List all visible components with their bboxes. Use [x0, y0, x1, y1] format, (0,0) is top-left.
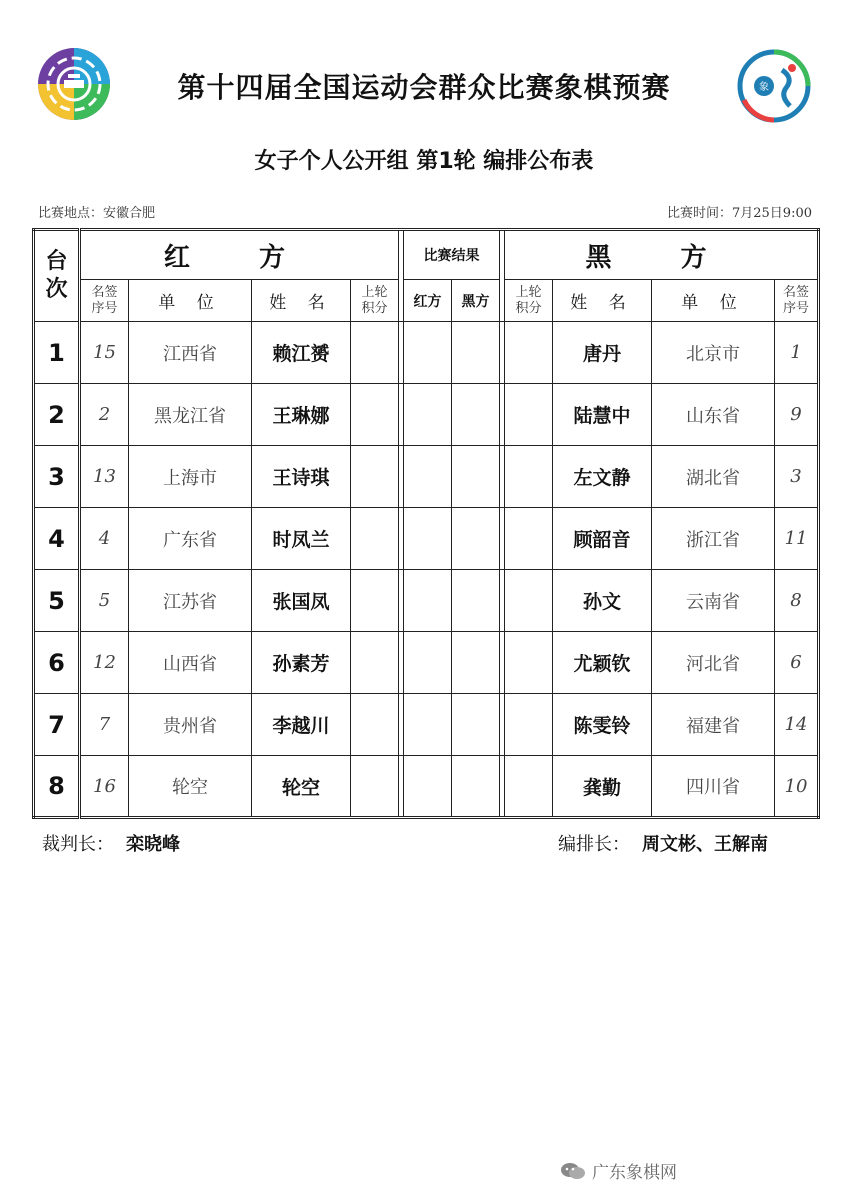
red-unit: 黑龙江省 [129, 384, 252, 446]
board-number: 2 [34, 384, 80, 446]
red-prev-score [351, 322, 399, 384]
black-seed-col-header: 名签 序号 [775, 280, 819, 322]
result-black-cell [452, 632, 500, 694]
red-name: 王诗琪 [252, 446, 351, 508]
black-side-header: 黑 方 [505, 230, 819, 280]
table-row [34, 384, 819, 446]
page-subtitle: 女子个人公开组 第1轮 编排公布表 [254, 149, 594, 174]
red-side-header: 红 方 [80, 230, 399, 280]
table-row [34, 508, 819, 570]
red-seed: 5 [80, 570, 129, 632]
result-black-cell [452, 756, 500, 818]
red-unit-col-header: 单 位 [129, 280, 252, 322]
table-row [34, 322, 819, 384]
black-name: 龚勤 [553, 756, 652, 818]
red-unit: 贵州省 [129, 694, 252, 756]
table-row [34, 694, 819, 756]
red-seed-col-header: 名签 序号 [80, 280, 129, 322]
black-prev-score [505, 322, 553, 384]
board-number: 7 [34, 694, 80, 756]
referee-line [42, 830, 180, 856]
venue-text: 比赛地点：安徽合肥 [38, 206, 156, 221]
result-red-cell [404, 756, 452, 818]
table-row [34, 570, 819, 632]
red-unit: 轮空 [129, 756, 252, 818]
table-row [34, 446, 819, 508]
black-prev-score [505, 570, 553, 632]
result-black-cell [452, 570, 500, 632]
black-unit: 河北省 [652, 632, 775, 694]
result-black-cell [452, 322, 500, 384]
black-unit: 北京市 [652, 322, 775, 384]
board-number: 4 [34, 508, 80, 570]
red-name-col-header: 姓 名 [252, 280, 351, 322]
red-prev-score [351, 694, 399, 756]
black-seed: 14 [775, 694, 819, 756]
black-seed: 1 [775, 322, 819, 384]
red-seed: 4 [80, 508, 129, 570]
black-seed: 8 [775, 570, 819, 632]
red-name: 张国凤 [252, 570, 351, 632]
result-header: 比赛结果 [404, 230, 500, 280]
result-red-cell [404, 632, 452, 694]
board-number: 5 [34, 570, 80, 632]
black-name: 顾韶音 [553, 508, 652, 570]
referee-name: 栾晓峰 [126, 834, 180, 855]
black-name: 左文静 [553, 446, 652, 508]
black-prev-score [505, 694, 553, 756]
black-prev-col-header: 上轮 积分 [505, 280, 553, 322]
black-unit: 云南省 [652, 570, 775, 632]
red-name: 时凤兰 [252, 508, 351, 570]
watermark-text: 广东象棋网 [592, 1163, 677, 1183]
black-name: 孙文 [553, 570, 652, 632]
black-unit: 山东省 [652, 384, 775, 446]
red-name: 王琳娜 [252, 384, 351, 446]
watermark [560, 1158, 677, 1186]
black-unit: 浙江省 [652, 508, 775, 570]
result-red-cell [404, 446, 452, 508]
red-name: 李越川 [252, 694, 351, 756]
red-seed: 7 [80, 694, 129, 756]
black-prev-score [505, 632, 553, 694]
red-prev-col-header: 上轮 积分 [351, 280, 399, 322]
table-row [34, 756, 819, 818]
table-row [34, 632, 819, 694]
black-prev-score [505, 446, 553, 508]
result-black-col-header: 黑方 [452, 280, 500, 322]
result-red-cell [404, 508, 452, 570]
board-number: 1 [34, 322, 80, 384]
svg-text:象: 象 [759, 82, 769, 93]
red-seed: 12 [80, 632, 129, 694]
black-prev-score [505, 756, 553, 818]
board-number: 8 [34, 756, 80, 818]
scheduler-name: 周文彬、王解南 [642, 834, 768, 855]
scheduler-line [558, 830, 768, 856]
black-name: 陈雯铃 [553, 694, 652, 756]
red-unit: 江西省 [129, 322, 252, 384]
result-red-cell [404, 694, 452, 756]
red-prev-score [351, 570, 399, 632]
black-unit: 湖北省 [652, 446, 775, 508]
red-unit: 江苏省 [129, 570, 252, 632]
black-seed: 10 [775, 756, 819, 818]
red-name: 赖江赟 [252, 322, 351, 384]
page-title: 第十四届全国运动会群众比赛象棋预赛 [177, 71, 671, 104]
black-name-col-header: 姓 名 [553, 280, 652, 322]
red-prev-score [351, 756, 399, 818]
red-name: 孙素芳 [252, 632, 351, 694]
scheduler-label: 编排长： [558, 834, 630, 855]
red-seed: 15 [80, 322, 129, 384]
black-name: 尤颖钦 [553, 632, 652, 694]
black-name: 陆慧中 [553, 384, 652, 446]
red-seed: 13 [80, 446, 129, 508]
red-prev-score [351, 508, 399, 570]
red-unit: 上海市 [129, 446, 252, 508]
result-black-cell [452, 508, 500, 570]
black-unit: 福建省 [652, 694, 775, 756]
board-number: 6 [34, 632, 80, 694]
time-text: 比赛时间：7月25日9:00 [666, 206, 812, 221]
pairing-table [32, 228, 820, 819]
red-prev-score [351, 632, 399, 694]
black-seed: 11 [775, 508, 819, 570]
black-seed: 9 [775, 384, 819, 446]
result-black-cell [452, 694, 500, 756]
red-prev-score [351, 384, 399, 446]
black-seed: 6 [775, 632, 819, 694]
black-unit: 四川省 [652, 756, 775, 818]
wechat-icon [560, 1161, 586, 1186]
black-unit-col-header: 单 位 [652, 280, 775, 322]
red-unit: 广东省 [129, 508, 252, 570]
result-red-cell [404, 322, 452, 384]
result-red-col-header: 红方 [404, 280, 452, 322]
board-header: 台 次 [34, 230, 80, 322]
red-unit: 山西省 [129, 632, 252, 694]
black-seed: 3 [775, 446, 819, 508]
black-name: 唐丹 [553, 322, 652, 384]
result-black-cell [452, 446, 500, 508]
result-red-cell [404, 570, 452, 632]
result-black-cell [452, 384, 500, 446]
red-seed: 16 [80, 756, 129, 818]
referee-label: 裁判长： [42, 834, 114, 855]
board-number: 3 [34, 446, 80, 508]
black-prev-score [505, 384, 553, 446]
black-prev-score [505, 508, 553, 570]
red-seed: 2 [80, 384, 129, 446]
result-red-cell [404, 384, 452, 446]
red-name: 轮空 [252, 756, 351, 818]
red-prev-score [351, 446, 399, 508]
